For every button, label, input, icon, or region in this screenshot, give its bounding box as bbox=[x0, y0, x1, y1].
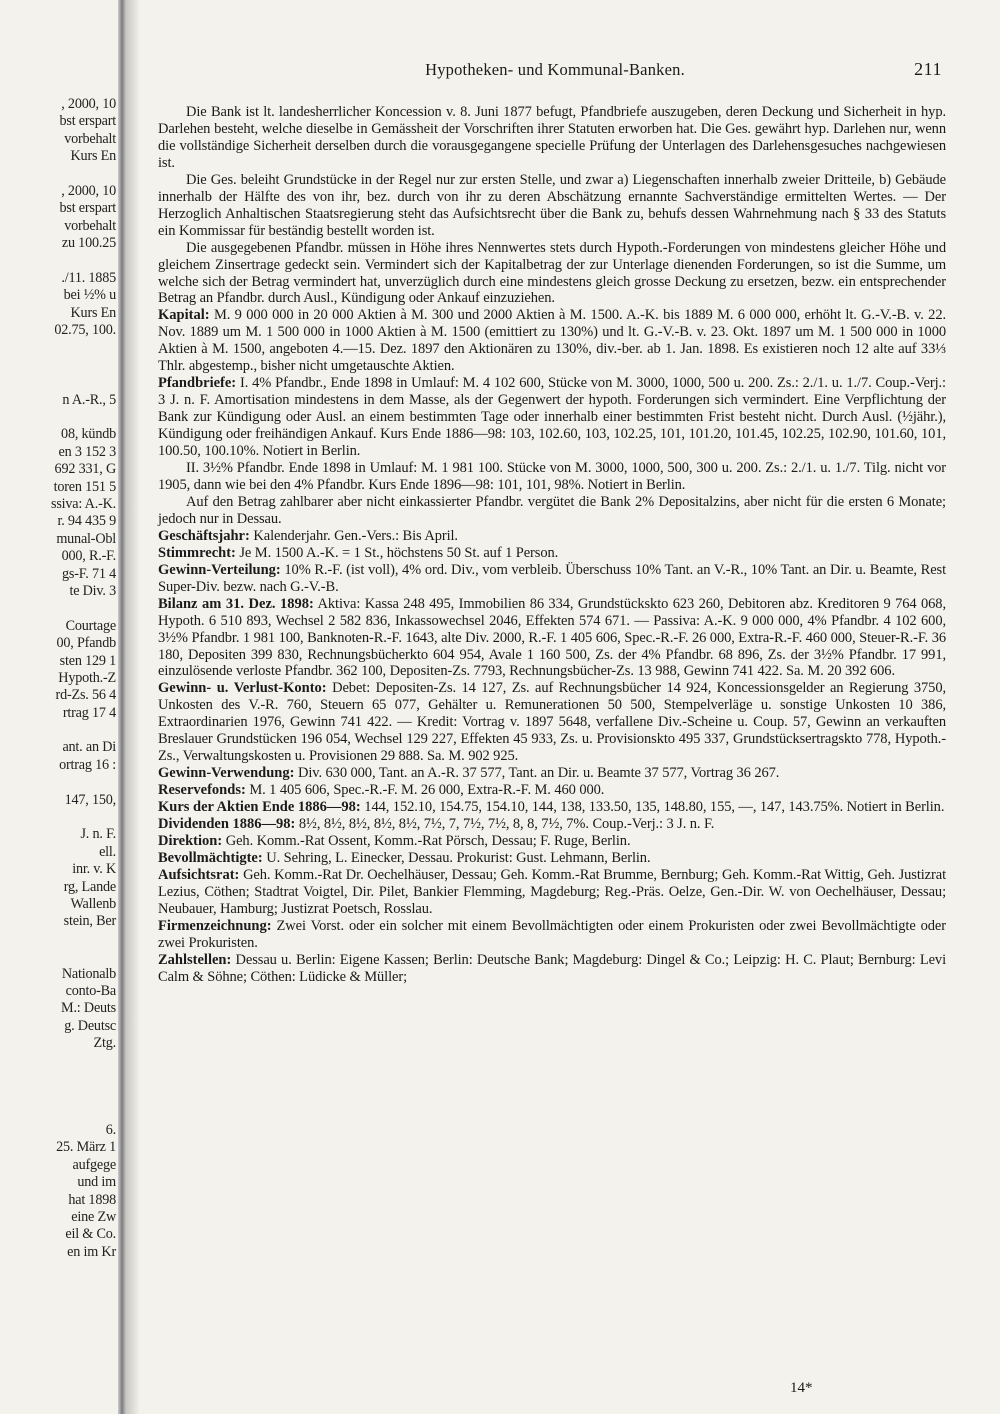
paragraph bbox=[158, 104, 946, 172]
left-fragment-line: aufgege bbox=[72, 1156, 116, 1173]
left-fragment-line bbox=[0, 774, 118, 791]
left-fragment-line bbox=[0, 253, 118, 270]
paragraph bbox=[158, 799, 946, 816]
paragraph-text: Die Ges. beleiht Grundstücke in der Regel nur zur ersten Stelle, und zwar a) Liegenschaften innerhalb zweier Dritteile, b) Gebäude innerhalb der Hälfte des von ihr, bez. durch von ihr zu deren Abschätzung ernannte Sachverständige ermittelten Wertes. — Der Herzoglich Anhaltischen Staatsregierung steht das Aufsichtsrecht über die Bank zu, behufs dessen Wahrnehmung nach § 33 des Statuts ein Kommissar für beständig bestellt worden ist. bbox=[158, 171, 946, 239]
section-label: Gewinn-Verwendung: bbox=[158, 765, 295, 782]
paragraph-text: II. 3½% Pfandbr. Ende 1898 in Umlauf: M. 1 981 100. Stücke von M. 3000, 1000, 500, 300 u. 200. Zs.: 2./1. u. 1./7. Tilg. nicht vor 1905, dann wie bei den 4% Pfandbr. Kurs Ende 1896—98: 101, 101, 98%. Notiert in Berlin. bbox=[158, 460, 946, 493]
paragraph bbox=[158, 782, 946, 799]
left-fragment-line: rtrag 17 4 bbox=[62, 704, 116, 721]
section-label: Kapital: bbox=[158, 307, 210, 324]
paragraph-text: Debet: Depositen-Zs. 14 127, Zs. auf Rechnungsbücher 14 924, Koncessionsgelder an Regierung 3750, Unkosten des V.-R. 760, Steuern 65 077, Gehälter u. Remunerationen 50 500, Stempelverläge u. sonstige Unkosten 10 386, Extraordinarien 1976, Gewinn 741 422. — Kredit: Vortrag v. 1897 5648, verfallene Div.-Scheine u. Coup. 57, Gewinn an verkauften Breslauer Grundstücken 196 054, Wechsel 129 227, Effekten 45 933, Zs. u. Provisionskto 495 337, Grundstücksertragskto 778, Hypoth.-Zs., Verwaltungskosten u. Provisionen 29 888. Sa. M. 902 925. bbox=[158, 680, 946, 765]
paragraph-text: Div. 630 000, Tant. an A.-R. 37 577, Tant. an Dir. u. Beamte 37 577, Vortrag 36 267. bbox=[297, 765, 780, 782]
paragraph-text: U. Sehring, L. Einecker, Dessau. Prokurist: Gust. Lehmann, Berlin. bbox=[266, 849, 651, 866]
paragraph bbox=[158, 765, 946, 782]
left-fragment-line: 08, kündb bbox=[61, 426, 116, 443]
left-fragment-line: 02.75, 100. bbox=[54, 322, 116, 339]
paragraph bbox=[158, 867, 946, 918]
left-fragment-line: en im Kr bbox=[67, 1243, 116, 1260]
paragraph bbox=[158, 833, 946, 850]
section-label: Gewinn- u. Verlust-Konto: bbox=[158, 680, 327, 697]
paragraph-text: Auf den Betrag zahlbarer aber nicht einkassierter Pfandbr. vergütet die Bank 2% Depositalzins, aber nicht für die ersten 6 Monate; jedoch nur in Dessau. bbox=[158, 493, 946, 527]
left-fragment-line bbox=[0, 948, 118, 965]
section-label: Zahlstellen: bbox=[158, 951, 232, 968]
paragraph-text: Kalenderjahr. Gen.-Vers.: Bis April. bbox=[253, 527, 458, 544]
left-fragment-line bbox=[0, 374, 118, 391]
paragraph bbox=[158, 952, 946, 986]
paragraph bbox=[158, 240, 946, 308]
section-label: Stimmrecht: bbox=[158, 544, 236, 561]
left-fragment-line: 147, 150, bbox=[64, 791, 116, 808]
left-fragment-line: eine Zw bbox=[71, 1209, 116, 1225]
left-fragment-line: bst erspart bbox=[59, 113, 116, 130]
paragraph bbox=[158, 172, 946, 240]
left-fragment-line: rd-Zs. 56 4 bbox=[55, 687, 116, 704]
left-fragment-line: 692 331, G bbox=[54, 461, 116, 478]
left-fragment-line: 25. März 1 bbox=[56, 1139, 116, 1156]
paragraph bbox=[158, 680, 946, 765]
page-number: 211 bbox=[914, 59, 942, 79]
left-fragment-line: Nationalb bbox=[61, 965, 116, 982]
left-fragment-line bbox=[0, 339, 118, 356]
paragraph-text: Die ausgegebenen Pfandbr. müssen in Höhe ihres Nennwertes stets durch Hypoth.-Forderungen von mindestens gleicher Höhe und gleichem Zinsertrage gedeckt sein. Vermindert sich der Kapitalbetrag der zur Unterlage dienenden Forderungen, so ist die Summe, um welche sich der Betrag vermindert hat, unverzüglich durch eine mindestens gleich grosse Deckung zu ersetzen, bezw. ein entsprechender Betrag an Pfandbr. durch Ausl., Kündigung oder Ankauf einzuziehen. bbox=[158, 239, 946, 307]
gutter-shadow bbox=[126, 0, 140, 1414]
left-fragment-line: ssiva: A.-K. bbox=[51, 495, 116, 512]
signature-mark: 14* bbox=[790, 1380, 813, 1396]
paragraph bbox=[158, 596, 946, 681]
left-fragment-line: vorbehalt bbox=[64, 217, 116, 234]
paragraph-text: M. 1 405 606, Spec.-R.-F. M. 26 000, Extra-R.-F. M. 460 000. bbox=[249, 782, 605, 799]
paragraph-text: Dessau u. Berlin: Eigene Kassen; Berlin: Deutsche Bank; Magdeburg: Dingel & Co.; Leipzig: H. C. Plaut; Bernburg: Levi Calm & Söhne; Cöthen: Lüdicke & Müller; bbox=[158, 951, 947, 985]
paragraph-text: 10% R.-F. (ist voll), 4% ord. Div., vom verbleib. Überschuss 10% Tant. an V.-R., 10% Tant. an Dir. u. Beamte, Rest Super-Div. bezw. nach G.-V.-B. bbox=[158, 561, 946, 595]
left-fragment-line bbox=[0, 1070, 118, 1087]
left-fragment-line bbox=[0, 357, 118, 374]
left-fragment-line: ./11. 1885 bbox=[61, 269, 116, 286]
left-fragment-line: Kurs En bbox=[70, 148, 116, 165]
paragraph bbox=[158, 562, 946, 596]
left-fragment-line: hat 1898 bbox=[68, 1191, 116, 1208]
left-fragment-line bbox=[0, 809, 118, 826]
left-fragment-line: bst erspart bbox=[59, 200, 116, 217]
page-body bbox=[158, 104, 946, 986]
section-label: Kurs der Aktien Ende 1886—98: bbox=[158, 799, 361, 816]
paragraph-text: Die Bank ist lt. landesherrlicher Koncession v. 8. Juni 1877 befugt, Pfandbriefe auszugeben, deren Deckung und Sicherheit in hyp. Darlehen besteht, welche dieselbe in Gemässheit der Vorschriften ihrer Statuten erworben hat. Die Ges. gewährt hyp. Darlehen nur, wenn die vollständige Sicherheit derselben durch die vorausgegangene specielle Prüfung der Unterlagen des Darlehensgesuches nachgewiesen ist. bbox=[158, 104, 946, 171]
left-fragment-line: Kurs En bbox=[70, 304, 116, 321]
paragraph-text: Je M. 1500 A.-K. = 1 St., höchstens 50 St. auf 1 Person. bbox=[239, 544, 559, 561]
left-fragment-line: Courtage bbox=[65, 617, 116, 634]
left-fragment-line bbox=[0, 1105, 118, 1122]
paragraph-text: 144, 152.10, 154.75, 154.10, 144, 138, 133.50, 135, 148.80, 155, —, 147, 143.75%. Notiert in Berlin. bbox=[364, 799, 945, 816]
left-fragment-line: 000, R.-F. bbox=[61, 548, 116, 565]
left-fragment-line: stein, Ber bbox=[63, 913, 116, 930]
left-fragment-line: toren 151 5 bbox=[53, 478, 116, 495]
left-fragment-line: M.: Deuts bbox=[61, 1000, 116, 1017]
left-fragment-line: ortrag 16 : bbox=[59, 756, 116, 773]
section-label: Direktion: bbox=[158, 832, 223, 849]
left-fragment-line bbox=[0, 409, 118, 426]
left-fragment-line: sten 129 1 bbox=[59, 652, 116, 669]
section-label: Geschäftsjahr: bbox=[158, 527, 250, 544]
left-fragment-line: en 3 152 3 bbox=[58, 443, 116, 460]
running-title: Hypotheken- und Kommunal-Banken. bbox=[425, 60, 685, 79]
left-fragment-line: munal-Obl bbox=[56, 530, 116, 547]
left-fragment-line: te Div. 3 bbox=[69, 582, 116, 599]
paragraph-text: Geh. Komm.-Rat Ossent, Komm.-Rat Pörsch, Dessau; F. Ruge, Berlin. bbox=[225, 832, 631, 849]
left-fragment-line bbox=[0, 722, 118, 739]
left-fragment-line: conto-Ba bbox=[65, 982, 116, 999]
section-label: Dividenden 1886—98: bbox=[158, 816, 296, 833]
paragraph bbox=[158, 545, 946, 562]
paragraph-text: 8½, 8½, 8½, 8½, 8½, 7½, 7, 7½, 7½, 8, 8, 7½, 7%. Coup.-Verj.: 3 J. n. F. bbox=[298, 816, 715, 833]
left-fragment-line: inr. v. K bbox=[72, 861, 116, 878]
left-fragment-line: bei ½% u bbox=[63, 287, 116, 304]
left-fragment-line: und im bbox=[77, 1174, 116, 1191]
book-gutter bbox=[118, 0, 126, 1414]
paragraph bbox=[158, 528, 946, 545]
left-fragment-line: Hypoth.-Z bbox=[58, 669, 116, 686]
paragraph-text: Aktiva: Kassa 248 495, Immobilien 86 334, Grundstückskto 623 260, Debitoren abz. Kreditoren 9 764 068, Hypoth. 6 510 893, Wechsel 2 582 836, Inkassowechsel 2046, Effekten 574 671. — Passiva: A.-K. 9 000 000, 4% Pfandbr. 4 102 600, 3½% Pfandbr. 1 981 100, Banknoten-R.-F. 1643, alte Div. 2000, R.-F. 1 405 606, Spec.-R.-F. 26 000, Extra-R.-F. 460 000, Steuer-R.-F. 36 180, Depositen 399 830, Rechnungsbücherkto 604 954, Avale 1 160 500, Zs. der 4% Pfandbr. 68 896, Zs. der 3½% Pfandbr. 17 991, einzulösende verloste Pfandbr. 362 100, Depositen-Zs. 7793, Rechnungsbücher-Zs. 13 988, Gewinn 741 422. Sa. M. 20 392 606. bbox=[158, 595, 946, 680]
paragraph bbox=[158, 850, 946, 867]
left-page-margin-fragments bbox=[0, 96, 118, 1396]
left-fragment-line bbox=[0, 1052, 118, 1069]
paragraph-text: I. 4% Pfandbr., Ende 1898 in Umlauf: M. 4 102 600, Stücke von M. 3000, 1000, 500 u. 200. Zs.: 2./1. u. 1./7. Coup.-Verj.: 3 J. n. F. Amortisation mindestens in dem Masse, als der Gegenwert der hypoth. Forderungen sich vermindert. Eine Verpflichtung der Bank zur Kündigung oder Ausl. an einem bestimmten Tage oder innerhalb einer bestimmten Frist besteht nicht. Durch Ausl. (½jähr.), Kündigung oder freihändigen Ankauf. Kurs Ende 1886—98: 103, 102.60, 103, 102.25, 101, 101.20, 101.45, 102.25, 102.90, 101.60, 101, 100.50, 100.10%. Notiert in Berlin. bbox=[158, 375, 946, 460]
left-fragment-line: eil & Co. bbox=[65, 1226, 116, 1243]
left-fragment-line: g. Deutsc bbox=[64, 1017, 116, 1034]
left-fragment-line: 00, Pfandb bbox=[56, 635, 116, 652]
section-label: Gewinn-Verteilung: bbox=[158, 561, 281, 578]
left-fragment-line: r. 94 435 9 bbox=[57, 513, 116, 530]
page-header bbox=[160, 60, 950, 84]
left-fragment-line: Ztg. bbox=[93, 1035, 116, 1052]
left-fragment-line bbox=[0, 166, 118, 183]
left-fragment-line: rg, Lande bbox=[63, 878, 116, 895]
paragraph bbox=[158, 918, 946, 952]
left-fragment-line bbox=[0, 931, 118, 948]
paragraph-text: Zwei Vorst. oder ein solcher mit einem Bevollmächtigten oder einem Prokuristen oder zwei Bevollmächtigte oder zwei Prokuristen. bbox=[158, 917, 946, 951]
left-fragment-line: 6. bbox=[105, 1122, 116, 1139]
section-label: Reservefonds: bbox=[158, 782, 246, 799]
section-label: Aufsichtsrat: bbox=[158, 866, 240, 883]
left-fragment-line: n A.-R., 5 bbox=[62, 391, 116, 408]
section-label: Bevollmächtigte: bbox=[158, 849, 263, 866]
left-fragment-line: ant. an Di bbox=[62, 739, 116, 756]
left-fragment-line: , 2000, 10 bbox=[61, 96, 116, 112]
section-label: Bilanz am 31. Dez. 1898: bbox=[158, 595, 314, 612]
left-fragment-line: zu 100.25 bbox=[61, 235, 116, 252]
left-fragment-line: J. n. F. bbox=[80, 826, 116, 843]
paragraph bbox=[158, 816, 946, 833]
paragraph-text: M. 9 000 000 in 20 000 Aktien à M. 300 und 2000 Aktien à M. 1500. A.-K. bis 1889 M. 6 000 000, erhöht lt. G.-V.-B. v. 22. Nov. 1889 um M. 1 500 000 in 1000 Aktien à M. 1500 (emittiert zu 130%) und lt. G.-V.-B. v. 23. Okt. 1897 um M. 1 500 000 in 1000 Aktien à M. 1500, angeboten 4.—15. Dez. 1897 den Aktionären zu 130%, div.-ber. ab 1. Jan. 1898. Es existieren noch 12 alte auf 33⅓ Thlr. abgestemp., bisher nicht umgetauschte Aktien. bbox=[158, 307, 947, 375]
paragraph bbox=[158, 460, 946, 494]
left-fragment-line: gs-F. 71 4 bbox=[61, 565, 116, 582]
left-fragment-line: , 2000, 10 bbox=[61, 182, 116, 199]
paragraph bbox=[158, 494, 946, 528]
left-fragment-line bbox=[0, 600, 118, 617]
paragraph bbox=[158, 307, 946, 375]
left-fragment-line: vorbehalt bbox=[64, 130, 116, 147]
left-fragment-line: Wallenb bbox=[70, 895, 116, 912]
left-fragment-line: ell. bbox=[99, 843, 116, 860]
paragraph bbox=[158, 375, 946, 460]
left-fragment-line bbox=[0, 1087, 118, 1104]
section-label: Pfandbriefe: bbox=[158, 375, 237, 392]
paragraph-text: Geh. Komm.-Rat Dr. Oechelhäuser, Dessau; Geh. Komm.-Rat Brumme, Bernburg; Geh. Komm.-Rat Wittig, Geh. Justizrat Lezius, Cöthen; Stadtrat Voigtel, Dir. Pilet, Bankier Flemming, Magdeburg; Reg.-Präs. Oelze, Gen.-Dir. W. von Oechelhäuser, Dessau; Neubauer, Hamburg; Justizrat Poetsch, Rosslau. bbox=[158, 866, 946, 917]
section-label: Firmenzeichnung: bbox=[158, 917, 272, 934]
